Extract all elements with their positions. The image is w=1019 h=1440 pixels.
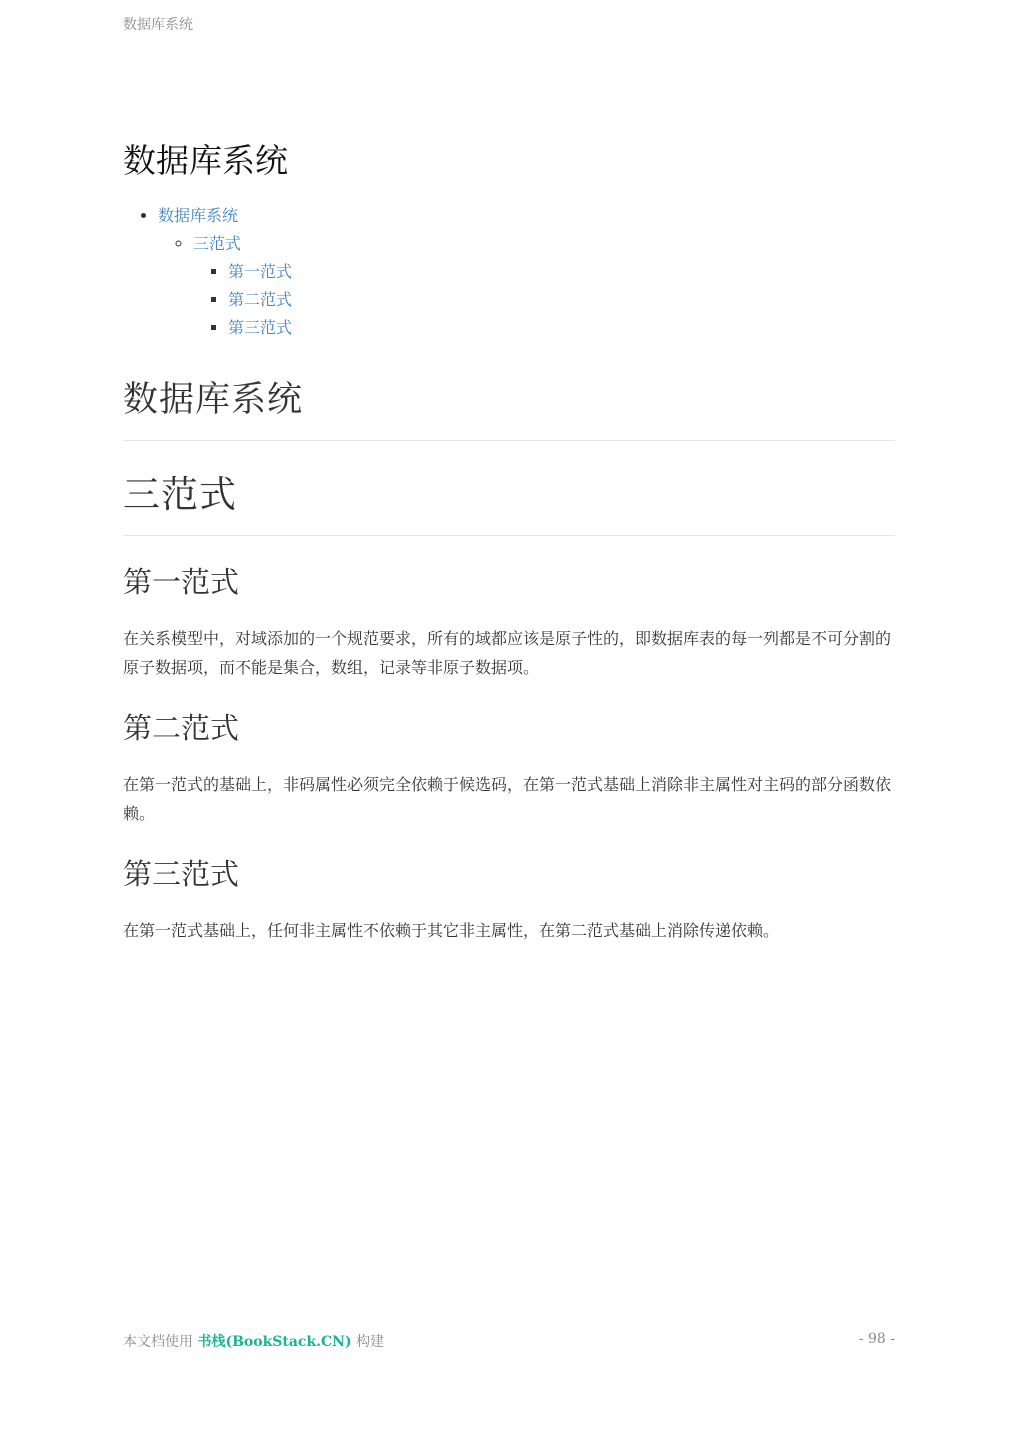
toc-link-2nf[interactable]: 第二范式 <box>228 290 293 309</box>
page-number: - 98 - <box>858 1331 895 1347</box>
heading-2nf: 第二范式 <box>123 711 240 745</box>
toc-item-normal-forms <box>193 230 895 342</box>
footer-prefix: 本文档使用 <box>123 1334 193 1350</box>
toc-link-normal-forms[interactable]: 三范式 <box>193 234 242 253</box>
footer-suffix: 构建 <box>356 1334 385 1350</box>
toc-item-2nf <box>228 286 895 314</box>
footer-brand-link[interactable]: 书栈(BookStack.CN) <box>197 1334 352 1350</box>
toc-link-3nf[interactable]: 第三范式 <box>228 318 293 337</box>
heading-1nf: 第一范式 <box>123 565 240 599</box>
table-of-contents <box>123 202 895 342</box>
toc-item-root <box>158 202 895 342</box>
document-title: 数据库系统 <box>123 141 288 180</box>
running-header: 数据库系统 <box>123 17 193 33</box>
heading-3nf: 第三范式 <box>123 857 240 891</box>
paragraph-3nf: 在第一范式基础上，任何非主属性不依赖于其它非主属性，在第二范式基础上消除传递依赖。 <box>123 921 780 940</box>
toc-item-1nf <box>228 258 895 286</box>
paragraph-1nf: 在关系模型中，对域添加的一个规范要求，所有的域都应该是原子性的，即数据库表的每一列都是不可分割的原子数据项，而不能是集合，数组，记录等非原子数据项。 <box>123 629 892 677</box>
toc-item-3nf <box>228 314 895 342</box>
toc-link-root[interactable]: 数据库系统 <box>158 206 239 225</box>
section-heading-normal-forms: 三范式 <box>123 471 895 536</box>
toc-link-1nf[interactable]: 第一范式 <box>228 262 293 281</box>
footer-credit <box>123 1331 384 1351</box>
section-heading-database: 数据库系统 <box>123 376 895 441</box>
paragraph-2nf: 在第一范式的基础上，非码属性必须完全依赖于候选码，在第一范式基础上消除非主属性对主码的部分函数依赖。 <box>123 775 892 823</box>
document-content <box>123 140 895 945</box>
